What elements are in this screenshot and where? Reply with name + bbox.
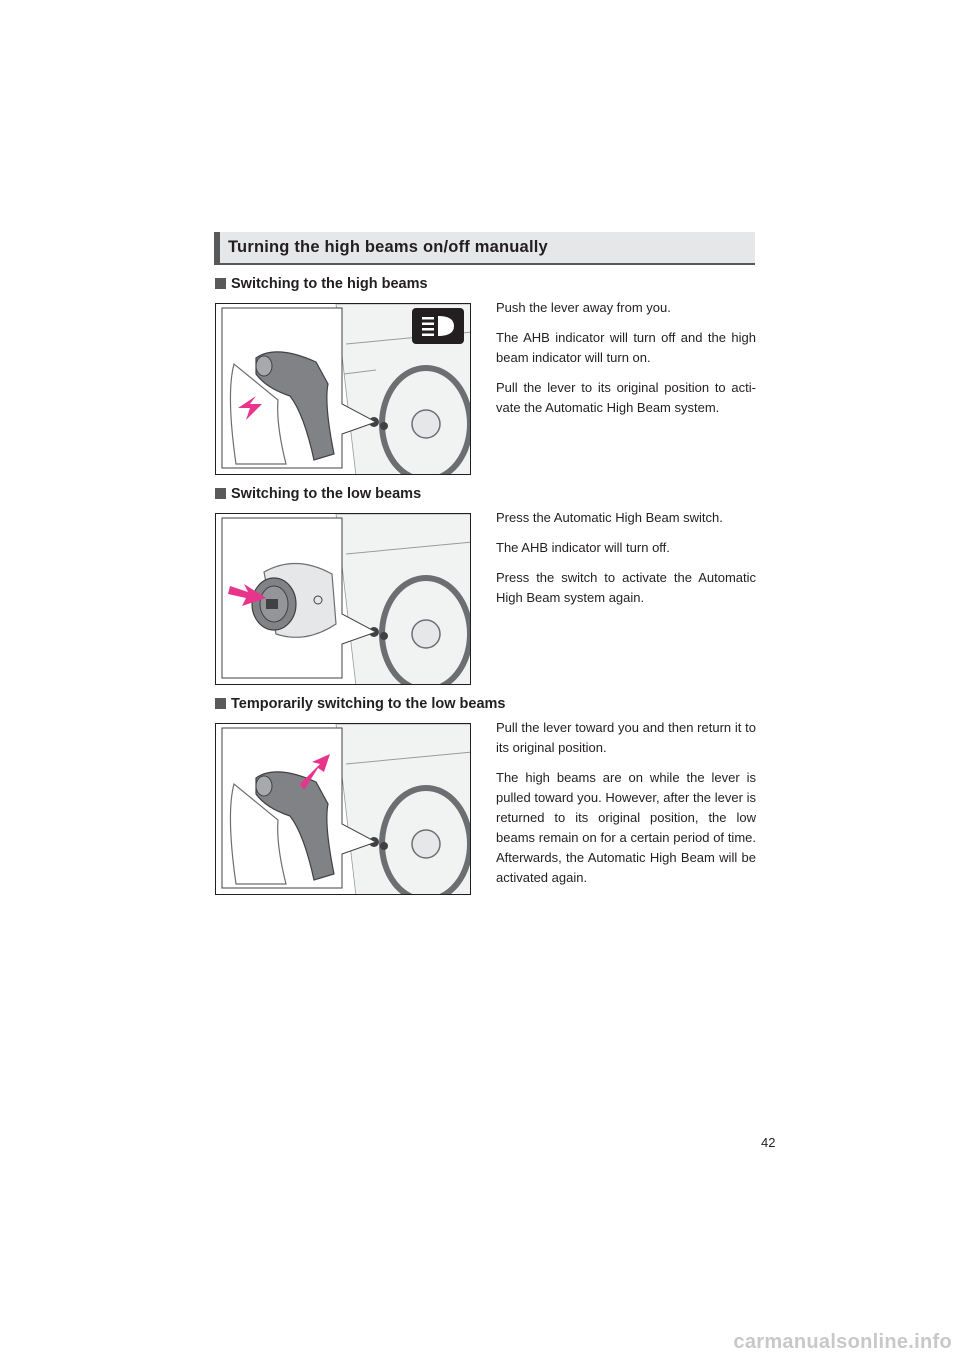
subheading-low-beams: Switching to the low beams — [215, 486, 421, 502]
illustration-pull-lever — [215, 723, 471, 895]
illustration-push-lever — [215, 303, 471, 475]
subheading-temporary-low-beams: Temporarily switching to the low beams — [215, 696, 505, 712]
section-header — [214, 232, 755, 265]
illustration-press-switch — [215, 513, 471, 685]
bullet-square-icon — [215, 488, 226, 499]
paragraph: Pull the lever toward you and then return it to its original position. — [496, 720, 756, 755]
page-number: 42 — [761, 1135, 776, 1150]
paragraph: Press the switch to activate the Automatic High Beam system again. — [496, 570, 756, 605]
paragraph: The high beams are on while the lever is pulled toward you. However, after the lever is returned to its original position, the low beams remain on for a certain period of time. Afterwards, the Automatic High Beam will be activated again. — [496, 770, 756, 885]
paragraph: Press the Automatic High Beam switch. — [496, 510, 723, 525]
paragraph: The AHB indicator will turn off. — [496, 540, 670, 555]
paragraph: Pull the lever to its original position to acti-vate the Automatic High Beam system. — [496, 380, 756, 415]
watermark: carmanualsonline.info — [733, 1331, 952, 1353]
bullet-square-icon — [215, 278, 226, 289]
text-block-high-beams — [496, 298, 756, 428]
text-block-temporary-low-beams — [496, 718, 756, 898]
paragraph: The AHB indicator will turn off and the high beam indicator will turn on. — [496, 330, 756, 365]
section-title: Turning the high beams on/off manually — [228, 238, 548, 256]
paragraph: Push the lever away from you. — [496, 300, 671, 315]
text-block-low-beams — [496, 508, 756, 618]
bullet-square-icon — [215, 698, 226, 709]
subheading-high-beams: Switching to the high beams — [215, 276, 428, 292]
